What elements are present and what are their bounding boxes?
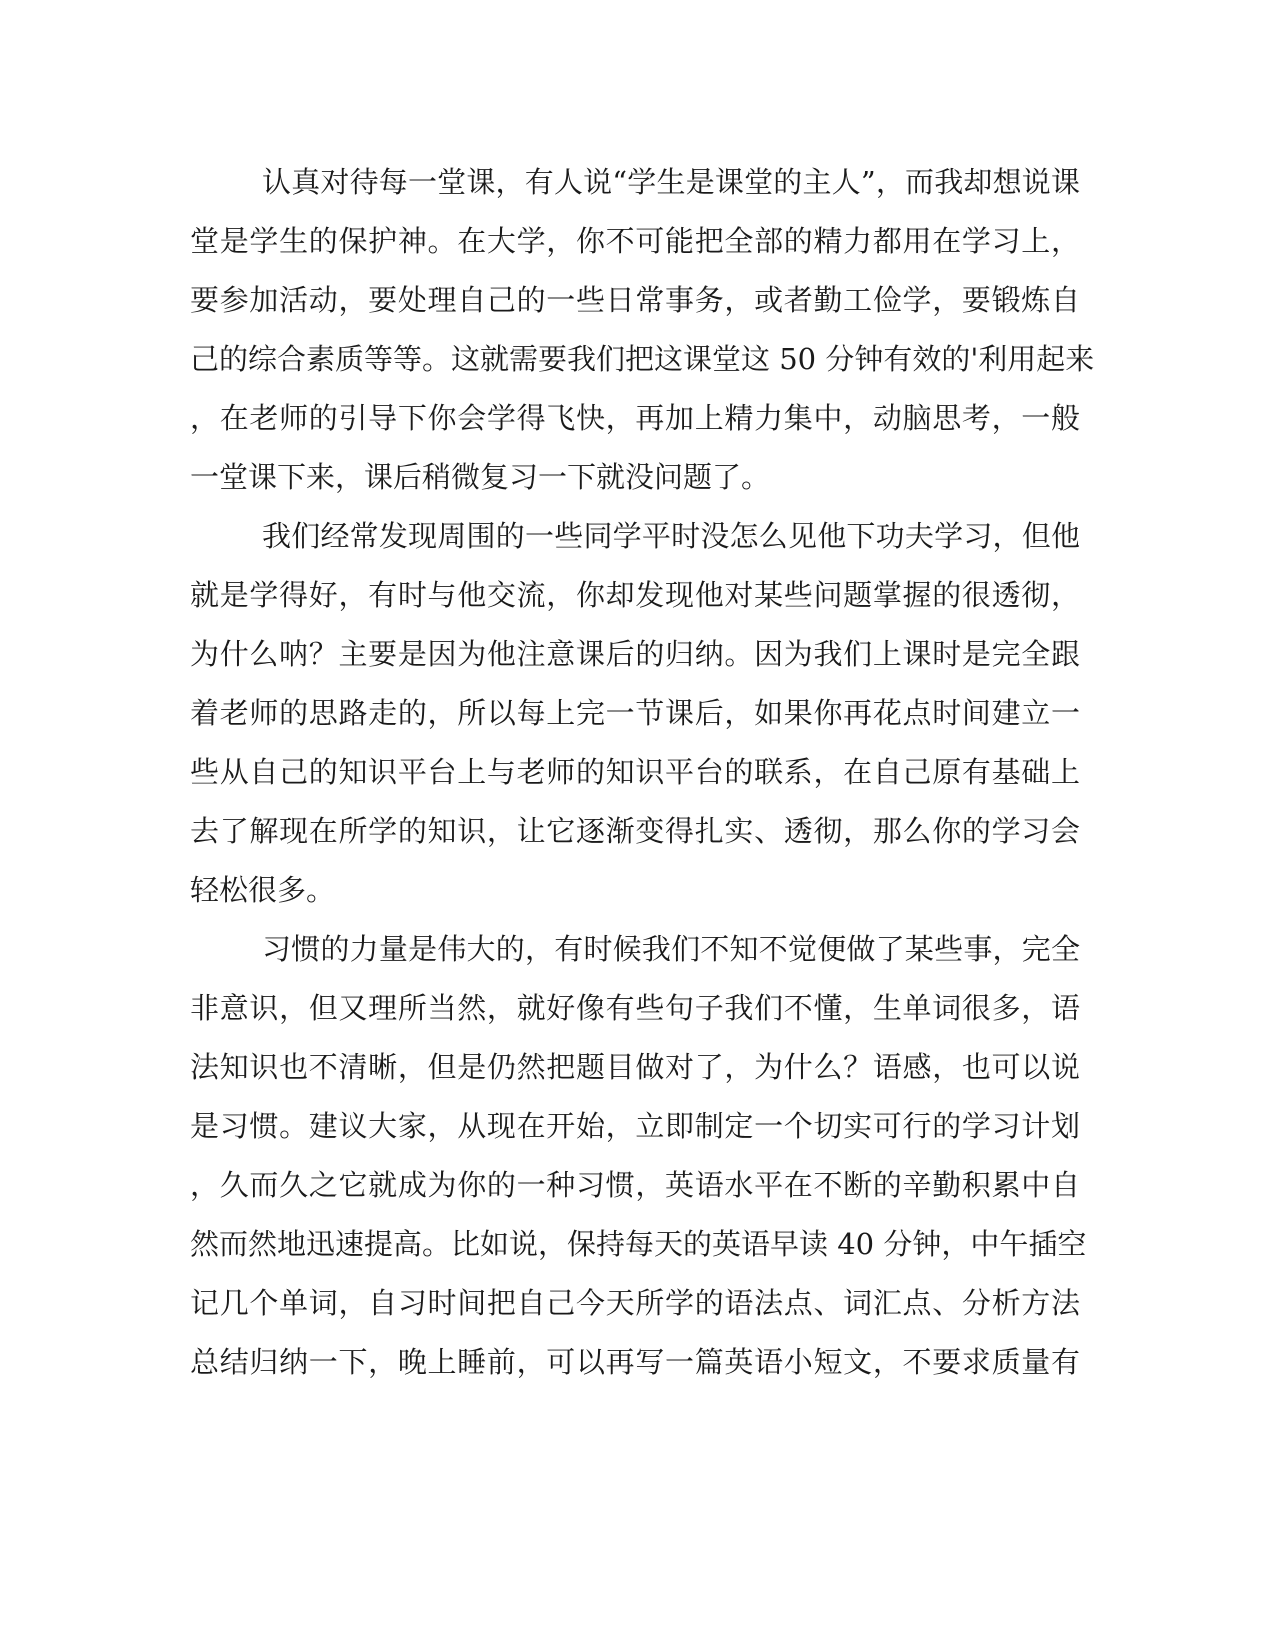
text-line: 是习惯。建议大家，从现在开始，立即制定一个切实可行的学习计划 <box>190 1109 1080 1143</box>
text-line: 些从自己的知识平台上与老师的知识平台的联系，在自己原有基础上 <box>190 755 1080 789</box>
text-line: 总结归纳一下，晚上睡前，可以再写一篇英语小短文，不要求质量有 <box>190 1345 1080 1379</box>
text-line: 我们经常发现周围的一些同学平时没怎么见他下功夫学习，但他 <box>262 519 1080 553</box>
text-line: 认真对待每一堂课，有人说“学生是课堂的主人”，而我却想说课 <box>262 165 1080 199</box>
text-line: ，久而久之它就成为你的一种习惯，英语水平在不断的辛勤积累中自 <box>190 1168 1080 1202</box>
text-line: 要参加活动，要处理自己的一些日常事务，或者勤工俭学，要锻炼自 <box>190 283 1080 317</box>
text-line: 去了解现在所学的知识，让它逐渐变得扎实、透彻，那么你的学习会 <box>190 814 1080 848</box>
text-line: ，在老师的引导下你会学得飞快，再加上精力集中，动脑思考，一般 <box>190 401 1080 435</box>
text-line: 一堂课下来，课后稍微复习一下就没问题了。 <box>190 460 771 494</box>
text-line: 法知识也不清晰，但是仍然把题目做对了，为什么？语感，也可以说 <box>190 1050 1080 1084</box>
text-line: 然而然地迅速提高。比如说，保持每天的英语早读 40 分钟，中午插空 <box>190 1227 1087 1261</box>
text-line: 着老师的思路走的，所以每上完一节课后，如果你再花点时间建立一 <box>190 696 1080 730</box>
text-line: 习惯的力量是伟大的，有时候我们不知不觉便做了某些事，完全 <box>262 932 1080 966</box>
text-line: 为什么呐？主要是因为他注意课后的归纳。因为我们上课时是完全跟 <box>190 637 1080 671</box>
text-line: 就是学得好，有时与他交流，你却发现他对某些问题掌握的很透彻， <box>190 578 1080 612</box>
text-line: 非意识，但又理所当然，就好像有些句子我们不懂，生单词很多，语 <box>190 991 1080 1025</box>
text-line: 堂是学生的保护神。在大学，你不可能把全部的精力都用在学习上， <box>190 224 1080 258</box>
text-line: 轻松很多。 <box>190 873 336 907</box>
text-line: 记几个单词，自习时间把自己今天所学的语法点、词汇点、分析方法 <box>190 1286 1080 1320</box>
text-line: 己的综合素质等等。这就需要我们把这课堂这 50 分钟有效的'利用起来 <box>190 342 1095 376</box>
